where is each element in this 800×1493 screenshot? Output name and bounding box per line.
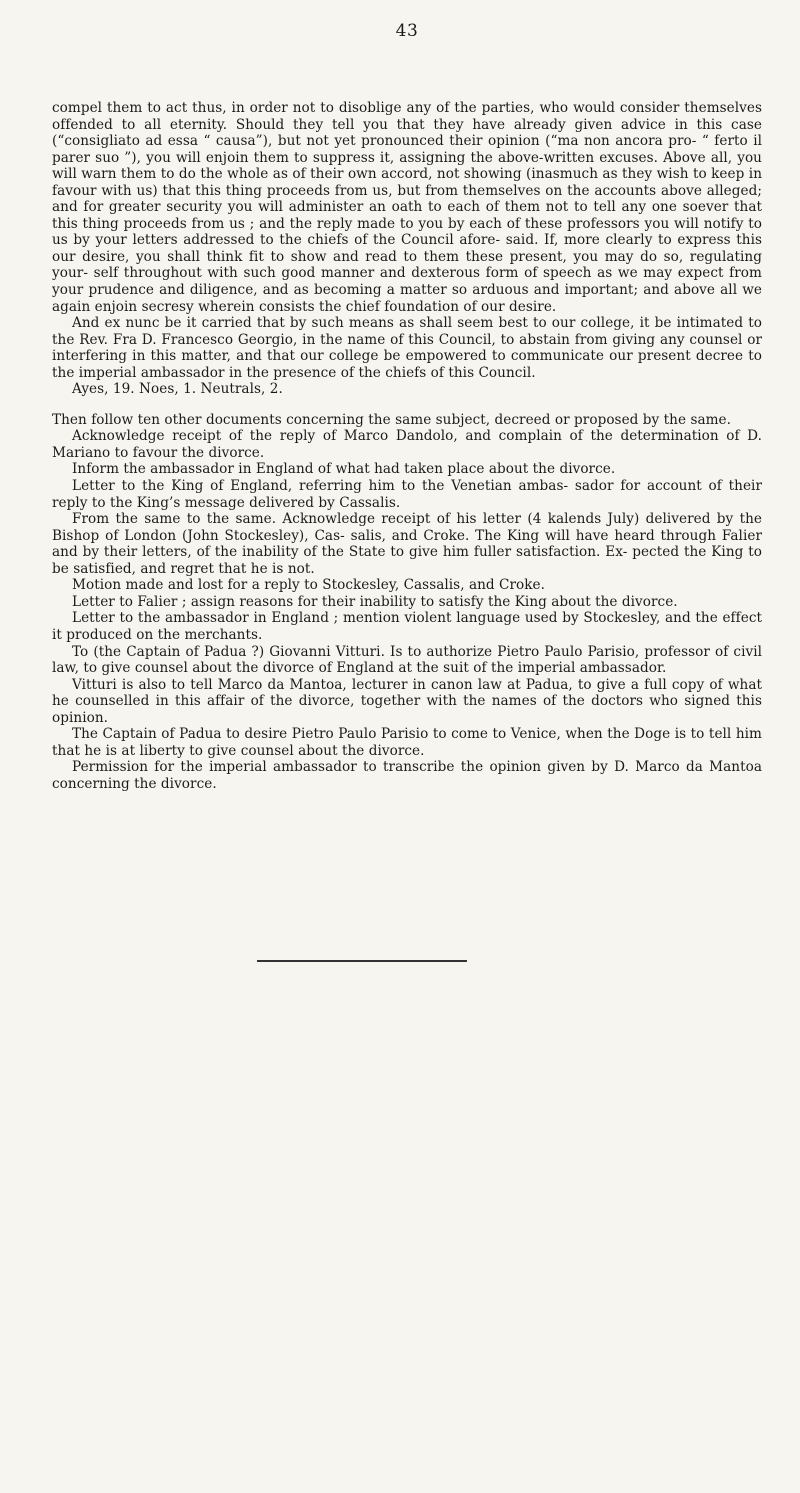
paragraph-vote: Ayes, 19. Noes, 1. Neutrals, 2. bbox=[72, 381, 283, 398]
page-number: 43 bbox=[395, 21, 419, 41]
paragraph-dandolo: Acknowledge receipt of the reply of Marco Dandolo, and complain of the determination of D. Mariano to favour the divorce. bbox=[52, 428, 762, 461]
paragraph-letter-ambassador: Letter to the ambassador in England ; mention violent language used by Stockesley, and the effect it produced on the merchants. bbox=[52, 610, 762, 643]
paragraph-permission: Permission for the imperial ambassador to transcribe the opinion given by D. Marco da Mantoa concerning the divorce. bbox=[52, 759, 762, 792]
paragraph-motion: Motion made and lost for a reply to Stockesley, Cassalis, and Croke. bbox=[72, 577, 546, 594]
paragraph-inform-ambassador: Inform the ambassador in England of what had taken place about the divorce. bbox=[72, 461, 616, 478]
section-gap bbox=[52, 398, 762, 412]
closing-rule bbox=[257, 960, 467, 962]
paragraph-vitturi: To (the Captain of Padua ?) Giovanni Vitturi. Is to authorize Pietro Paulo Parisio, professor of civil law, to give counsel about the divorce of England at the suit of the imperial ambassador. bbox=[52, 643, 762, 677]
paragraph-letter-king: Letter to the King of England, referring him to the Venetian ambas- sador for account of their reply to the King’s message delivered by Cassalis. bbox=[52, 478, 762, 511]
document-page bbox=[52, 20, 762, 792]
paragraph-vitturi-mantoa: Vitturi is also to tell Marco da Mantoa, lecturer in canon law at Padua, to give a full copy of what he counselled in this affair of the divorce, together with the names of the doctors who signed this opinion. bbox=[52, 676, 762, 726]
paragraph-letter-falier: Letter to Falier ; assign reasons for their inability to satisfy the King about the divorce. bbox=[72, 593, 678, 610]
paragraph-instructions: compel them to act thus, in order not to disoblige any of the parties, who would consider themselves offended to all eternity. Should they tell you that they have already given advice in this case (“consigliato ad essa “ causa”), but not yet pronounced their opinion (“ma non ancora pro- “ ferto il parer suo ”), you will enjoin them to suppress it, assigning the above-written excuses. Above all, you will warn them to do the whole as of their own accord, not showing (inasmuch as they wish to keep in favour with us) that this thing proceeds from us, but from themselves on the accounts above alleged; and for greater security you will administer an oath to each of them not to tell any one soever that this thing proceeds from us ; and the reply made to you by each of these professors you will notify to us by your letters addressed to the chiefs of the Council afore- said. If, more clearly to express this our desire, you shall think fit to show and read to them these present, you may do so, regulating your- self throughout with such good manner and dexterous form of speech as we may expect from your prudence and diligence, and as becoming a matter so arduous and important; and above all we again enjoin secresy wherein consists the chief foundation of our desire. bbox=[52, 100, 762, 315]
paragraph-captain-padua: The Captain of Padua to desire Pietro Paulo Parisio to come to Venice, when the Doge is to tell him that he is at liberty to give counsel about the divorce. bbox=[52, 726, 762, 759]
paragraph-ex-nunc: And ex nunc be it carried that by such means as shall seem best to our college, it be intimated to the Rev. Fra D. Francesco Georgio, in the name of this Council, to abstain from giving any counsel or interfering in this matter, and that our college be empowered to communicate our present decree to the imperial ambassador in the presence of the chiefs of this Council. bbox=[52, 315, 762, 381]
paragraph-from-same: From the same to the same. Acknowledge receipt of his letter (4 kalends July) delivered by the Bishop of London (John Stockesley), Cas- salis, and Croke. The King will have heard through Falier and by their letters, of the inability of the State to give him fuller satisfaction. Ex- pected the King to be satisfied, and regret that he is not. bbox=[52, 511, 762, 577]
paragraph-summary: Then follow ten other documents concerning the same subject, decreed or proposed by the same. bbox=[52, 411, 732, 428]
